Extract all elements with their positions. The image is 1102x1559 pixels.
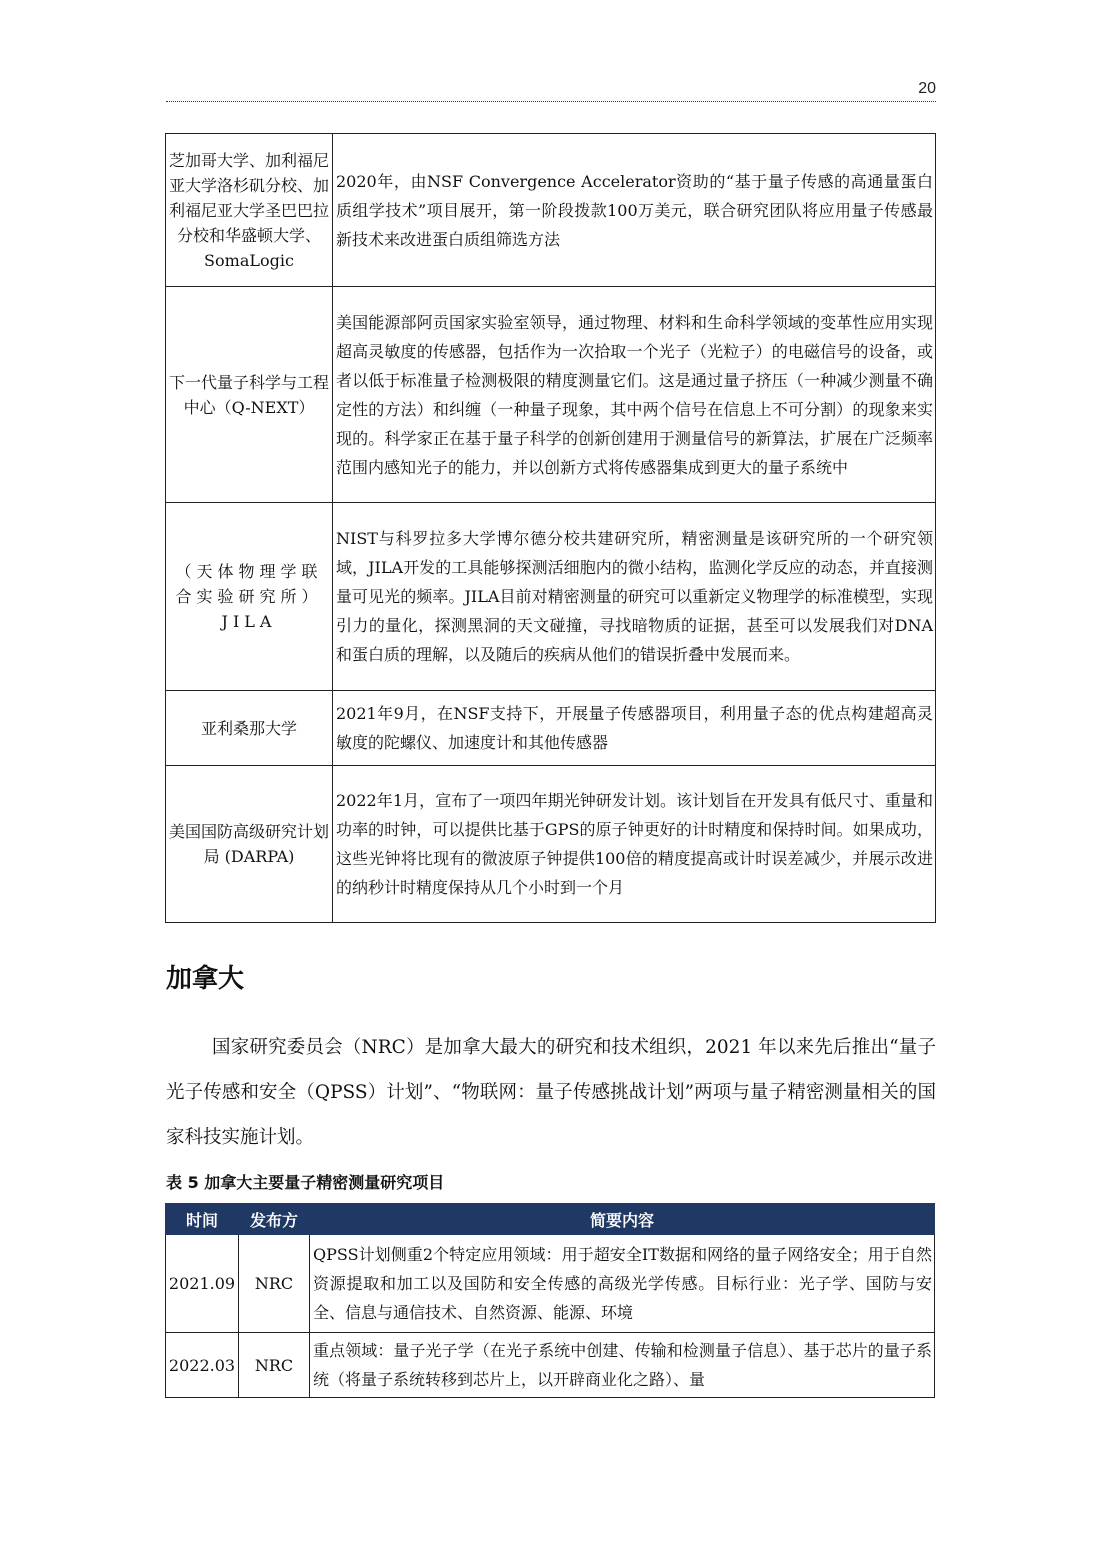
time-cell: 2021.09	[166, 1235, 239, 1333]
page-number: 20	[918, 80, 936, 97]
canada-projects-table	[165, 1203, 935, 1398]
org-cell: 亚利桑那大学	[166, 691, 333, 766]
table-caption: 表 5 加拿大主要量子精密测量研究项目	[166, 1173, 445, 1192]
table-row	[166, 134, 936, 287]
us-projects-table	[165, 133, 936, 923]
org-cell: 下一代量子科学与工程中心（Q-NEXT）	[166, 287, 333, 503]
table-row	[166, 503, 936, 691]
description-cell: 2022年1月，宣布了一项四年期光钟研发计划。该计划旨在开发具有低尺寸、重量和功率的时钟，可以提供比基于GPS的原子钟更好的计时精度和保持时间。如果成功，这些光钟将比现有的微波原子钟提供100倍的精度提高或计时误差减少，并展示改进的纳秒计时精度保持从几个小时到一个月	[333, 766, 936, 923]
table-header-row	[166, 1204, 935, 1235]
org-cell: （天体物理学联合实验研究所）JILA	[166, 503, 333, 691]
publisher-cell: NRC	[239, 1333, 310, 1398]
table-row	[166, 691, 936, 766]
description-cell: NIST与科罗拉多大学博尔德分校共建研究所，精密测量是该研究所的一个研究领域，JILA开发的工具能够探测活细胞内的微小结构，监测化学反应的动态，并直接测量可见光的频率。JILA目前对精密测量的研究可以重新定义物理学的标准模型，实现引力的量化，探测黑洞的天文碰撞，寻找暗物质的证据，甚至可以发展我们对DNA和蛋白质的理解，以及随后的疾病从他们的错误折叠中发展而来。	[333, 503, 936, 691]
header-content: 简要内容	[310, 1204, 935, 1235]
time-cell: 2022.03	[166, 1333, 239, 1398]
table-row	[166, 1333, 935, 1398]
header-publisher: 发布方	[239, 1204, 310, 1235]
org-cell: 美国国防高级研究计划局 (DARPA)	[166, 766, 333, 923]
intro-paragraph: 国家研究委员会（NRC）是加拿大最大的研究和技术组织，2021 年以来先后推出“量子光子传感和安全（QPSS）计划”、“物联网：量子传感挑战计划”两项与量子精密测量相关的国家科技实施计划。	[166, 1037, 936, 1148]
header-time: 时间	[166, 1204, 239, 1235]
description-cell: 美国能源部阿贡国家实验室领导，通过物理、材料和生命科学领域的变革性应用实现超高灵敏度的传感器，包括作为一次拾取一个光子（光粒子）的电磁信号的设备，或者以低于标准量子检测极限的精度测量它们。这是通过量子挤压（一种减少测量不确定性的方法）和纠缠（一种量子现象，其中两个信号在信息上不可分割）的现象来实现的。科学家正在基于量子科学的创新创建用于测量信号的新算法，扩展在广泛频率范围内感知光子的能力，并以创新方式将传感器集成到更大的量子系统中	[333, 287, 936, 503]
org-cell: 芝加哥大学、加利福尼亚大学洛杉矶分校、加利福尼亚大学圣巴巴拉分校和华盛顿大学、SomaLogic	[166, 134, 333, 287]
description-cell: 2021年9月，在NSF支持下，开展量子传感器项目，利用量子态的优点构建超高灵敏度的陀螺仪、加速度计和其他传感器	[333, 691, 936, 766]
content-cell: 重点领域：量子光子学（在光子系统中创建、传输和检测量子信息）、基于芯片的量子系统（将量子系统转移到芯片上，以开辟商业化之路）、量	[310, 1333, 935, 1398]
description-cell: 2020年，由NSF Convergence Accelerator资助的“基于量子传感的高通量蛋白质组学技术”项目展开，第一阶段拨款100万美元，联合研究团队将应用量子传感最新技术来改进蛋白质组筛选方法	[333, 134, 936, 287]
publisher-cell: NRC	[239, 1235, 310, 1333]
header-rule	[166, 101, 936, 102]
table-row	[166, 1235, 935, 1333]
table-row	[166, 766, 936, 923]
content-cell: QPSS计划侧重2个特定应用领域：用于超安全IT数据和网络的量子网络安全；用于自然资源提取和加工以及国防和安全传感的高级光学传感。目标行业：光子学、国防与安全、信息与通信技术、自然资源、能源、环境	[310, 1235, 935, 1333]
table-row	[166, 287, 936, 503]
section-heading: 加拿大	[166, 964, 245, 994]
